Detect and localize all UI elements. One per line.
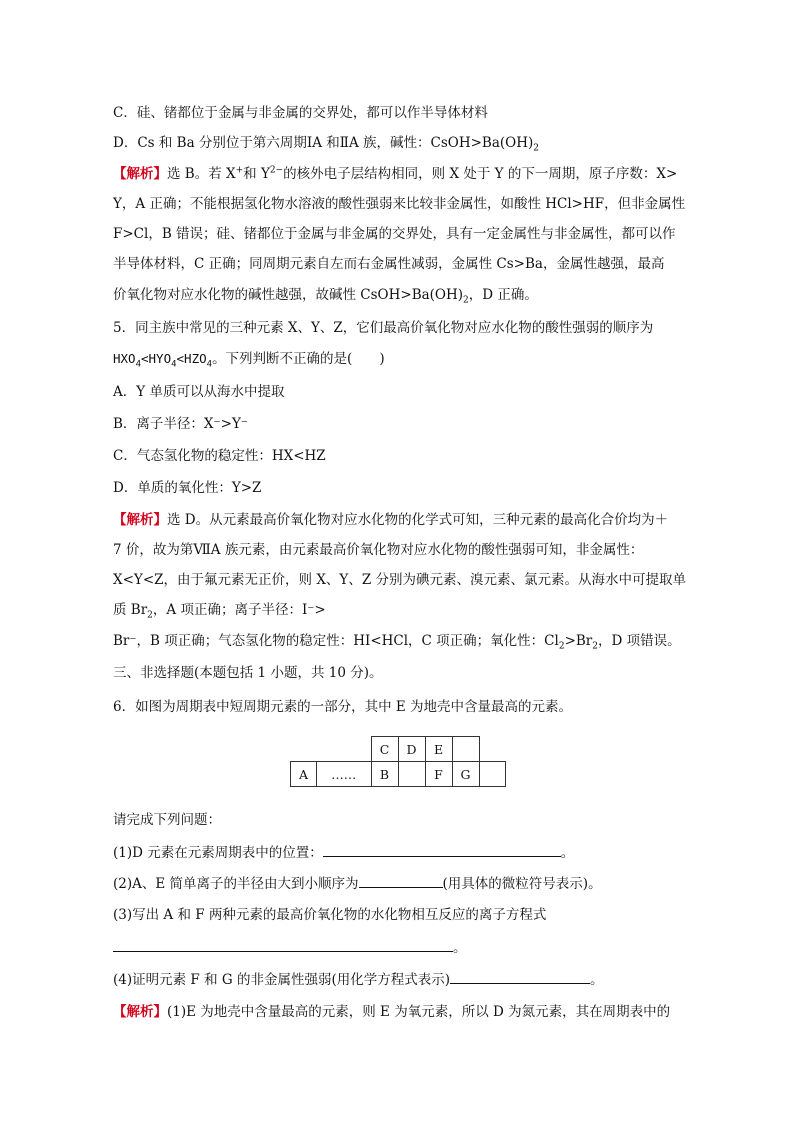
q5-analysis-line-2: 7 价，故为第ⅦA 族元素，由元素最高价氧化物对应水化物的酸性强弱可知，非金属性： [113, 542, 644, 558]
table-cell: F [425, 762, 452, 787]
q4-analysis-line-1: 【解析】选 B。若 X+和 $Y^{2-}$的核外电子层结构相同，则 X 处于 Y 的下一周期，原子序数：X> [113, 165, 678, 182]
q6-part-3: (3)写出 A 和 F 两种元素的最高价氧化物的水化物相互反应的离子方程式 [113, 907, 547, 923]
q4-option-d: D．Cs 和 Ba 分别位于第六周期ⅠA 和ⅡA 族，碱性：$CsOH>Ba(OH)_2$ [113, 135, 540, 154]
table-cell: G [452, 762, 479, 787]
answer-blank[interactable] [359, 873, 443, 888]
q4-analysis-line-3: F>Cl，B 错误；硅、锗都位于金属与非金属的交界处，具有一定金属性与非金属性，都可以作 [113, 226, 676, 242]
q5-analysis-line-3: X<Y<Z，由于氟元素无正价，则 X、Y、Z 分别为碘元素、溴元素、氯元素。从海水中可提取单 [113, 572, 687, 588]
q5-option-d: D．单质的氧化性：Y>Z [113, 480, 262, 496]
answer-blank[interactable] [450, 969, 590, 984]
table-cell: A [291, 762, 317, 787]
answer-blank[interactable] [113, 937, 453, 952]
q5-analysis-line-5: Br⁻，B 项正确；气态氢化物的稳定性：HI<HCl，C 项正确；氧化性：$Cl_2>Br_2$，D 项错误。 [113, 633, 681, 652]
analysis-tag: 【解析】 [113, 166, 167, 182]
q6-stem: 6．如图为周期表中短周期元素的一部分，其中 E 为地壳中含量最高的元素。 [113, 699, 573, 715]
q5-option-a: A．Y 单质可以从海水中提取 [113, 384, 285, 400]
q5-option-c: C．气态氢化物的稳定性：HX<HZ [113, 448, 326, 464]
table-cell: D [398, 737, 425, 762]
q4-analysis-line-5: 价氧化物对应水化物的碱性越强，故碱性 $CsOH>Ba(OH)_2$，D 正确。 [113, 287, 538, 306]
q6-part-4: (4)证明元素 F 和 G 的非金属性强弱(用化学方程式表示) 。 [113, 969, 603, 990]
q5-analysis-line-1: 【解析】选 D。从元素最高价氧化物对应水化物的化学式可知，三种元素的最高化合价均为＋ [113, 512, 669, 528]
analysis-tag: 【解析】 [113, 1004, 167, 1020]
q4-option-c: C．硅、锗都位于金属与非金属的交界处，都可以作半导体材料 [113, 105, 488, 121]
analysis-tag: 【解析】 [113, 512, 167, 528]
table-cell: C [371, 737, 398, 762]
q6-part-3-answer: 。 [113, 937, 467, 958]
q6-analysis-line-1: 【解析】(1)E 为地壳中含量最高的元素，则 E 为氧元素，所以 D 为氮元素，其在周期表中的 [113, 1004, 671, 1020]
periodic-table-fragment [290, 736, 506, 787]
q6-part-1: (1)D 元素在元素周期表中的位置： 。 [113, 842, 574, 863]
q6-prompt: 请完成下列问题： [113, 812, 221, 828]
answer-blank[interactable] [323, 842, 561, 857]
table-cell [398, 762, 425, 787]
q4-analysis-line-2: Y，A 正确；不能根据氢化物水溶液的酸性强弱来比较非金属性，如酸性 HCl>HF，但非金属性 [113, 196, 686, 212]
table-cell: B [371, 762, 398, 787]
section-heading: 三、非选择题(本题包括 1 小题，共 10 分)。 [113, 665, 383, 681]
q5-analysis-line-4: 质 $Br_2$，A 项正确；离子半径：I⁻> [113, 602, 326, 621]
table-row [291, 762, 506, 787]
table-cell: E [425, 737, 452, 762]
q6-part-2: (2)A、E 简单离子的半径由大到小顺序为 (用具体的微粒符号表示)。 [113, 873, 602, 894]
q5-stem-line-1: 5．同主族中常见的三种元素 X、Y、Z，它们最高价氧化物对应水化物的酸性强弱的顺序为 [113, 320, 654, 336]
table-cell: …… [317, 762, 372, 787]
q5-stem-line-2: $HXO_4<HYO_4<HZO_4$。下列判断不正确的是( ) [113, 351, 385, 370]
q4-analysis-line-4: 半导体材料，C 正确；同周期元素自左而右金属性减弱，金属性 Cs>Ba，金属性越强，最高 [113, 256, 665, 272]
table-row [291, 737, 506, 762]
q5-option-b: B．离子半径：X⁻>Y⁻ [113, 416, 249, 432]
